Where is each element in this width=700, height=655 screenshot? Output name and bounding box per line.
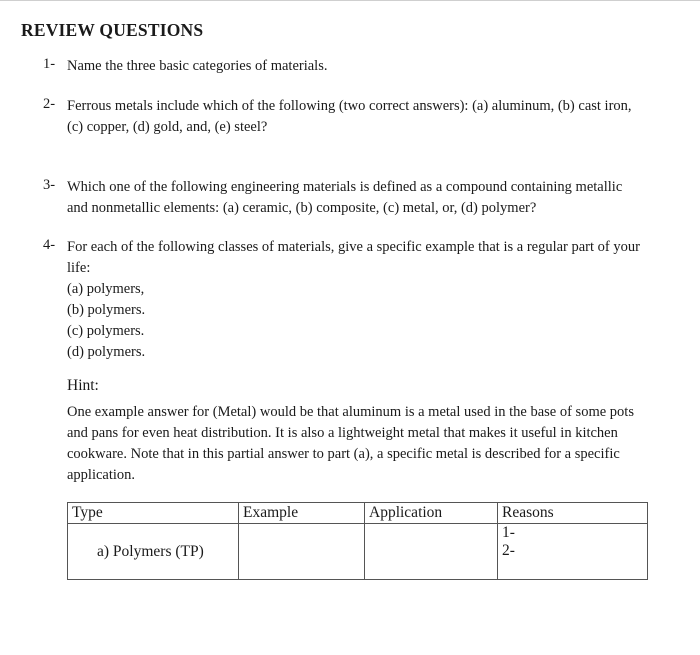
reason-2: 2- <box>502 542 515 559</box>
question-2-number: 2- <box>43 96 56 112</box>
reason-1: 1- <box>502 524 515 541</box>
page-title: REVIEW QUESTIONS <box>21 20 204 40</box>
header-type: Type <box>68 503 239 524</box>
question-3-number: 3- <box>43 177 56 193</box>
hint-line-1: One example answer for (Metal) would be that aluminum is a metal used in the base of some pots <box>67 404 634 420</box>
question-4-subitem-c: (c) polymers. <box>67 323 145 339</box>
table-row <box>68 524 648 580</box>
question-3-text <box>67 177 682 219</box>
question-4-subitem-d: (d) polymers. <box>67 344 146 360</box>
question-2-text <box>67 96 682 138</box>
hint-line-3: cookware. Note that in this partial answer to part (a), a specific metal is described for a specific <box>67 446 620 462</box>
cell-reasons[interactable] <box>498 524 648 580</box>
cell-application[interactable] <box>365 524 498 580</box>
hint-text <box>67 402 667 486</box>
cell-example[interactable] <box>239 524 365 580</box>
top-divider <box>0 0 700 1</box>
question-2-line-2: (c) copper, (d) gold, and, (e) steel? <box>67 119 268 135</box>
question-1-text: Name the three basic categories of materials. <box>67 58 328 74</box>
question-4-number: 4- <box>43 237 56 253</box>
question-4-text <box>67 237 682 363</box>
question-3-line-2: and nonmetallic elements: (a) ceramic, (b) composite, (c) metal, or, (d) polymer? <box>67 200 537 216</box>
question-4-line-1: For each of the following classes of materials, give a specific example that is a regular part of your <box>67 239 640 255</box>
answer-table <box>67 502 648 580</box>
hint-line-4: application. <box>67 467 136 483</box>
header-reasons: Reasons <box>498 503 648 524</box>
question-1-number: 1- <box>43 56 56 72</box>
question-2-line-1: Ferrous metals include which of the following (two correct answers): (a) aluminum, (b) cast iron, <box>67 98 632 114</box>
question-4-line-2: life: <box>67 260 91 276</box>
header-example: Example <box>239 503 365 524</box>
question-4-subitem-b: (b) polymers. <box>67 302 146 318</box>
cell-type: a) Polymers (TP) <box>68 524 239 580</box>
question-3-line-1: Which one of the following engineering materials is defined as a compound containing metallic <box>67 179 623 195</box>
hint-label: Hint: <box>67 377 99 394</box>
table-header-row <box>68 503 648 524</box>
header-application: Application <box>365 503 498 524</box>
question-4-subitem-a: (a) polymers, <box>67 281 145 297</box>
hint-line-2: and pans for even heat distribution. It is also a lightweight metal that makes it useful in kitchen <box>67 425 618 441</box>
